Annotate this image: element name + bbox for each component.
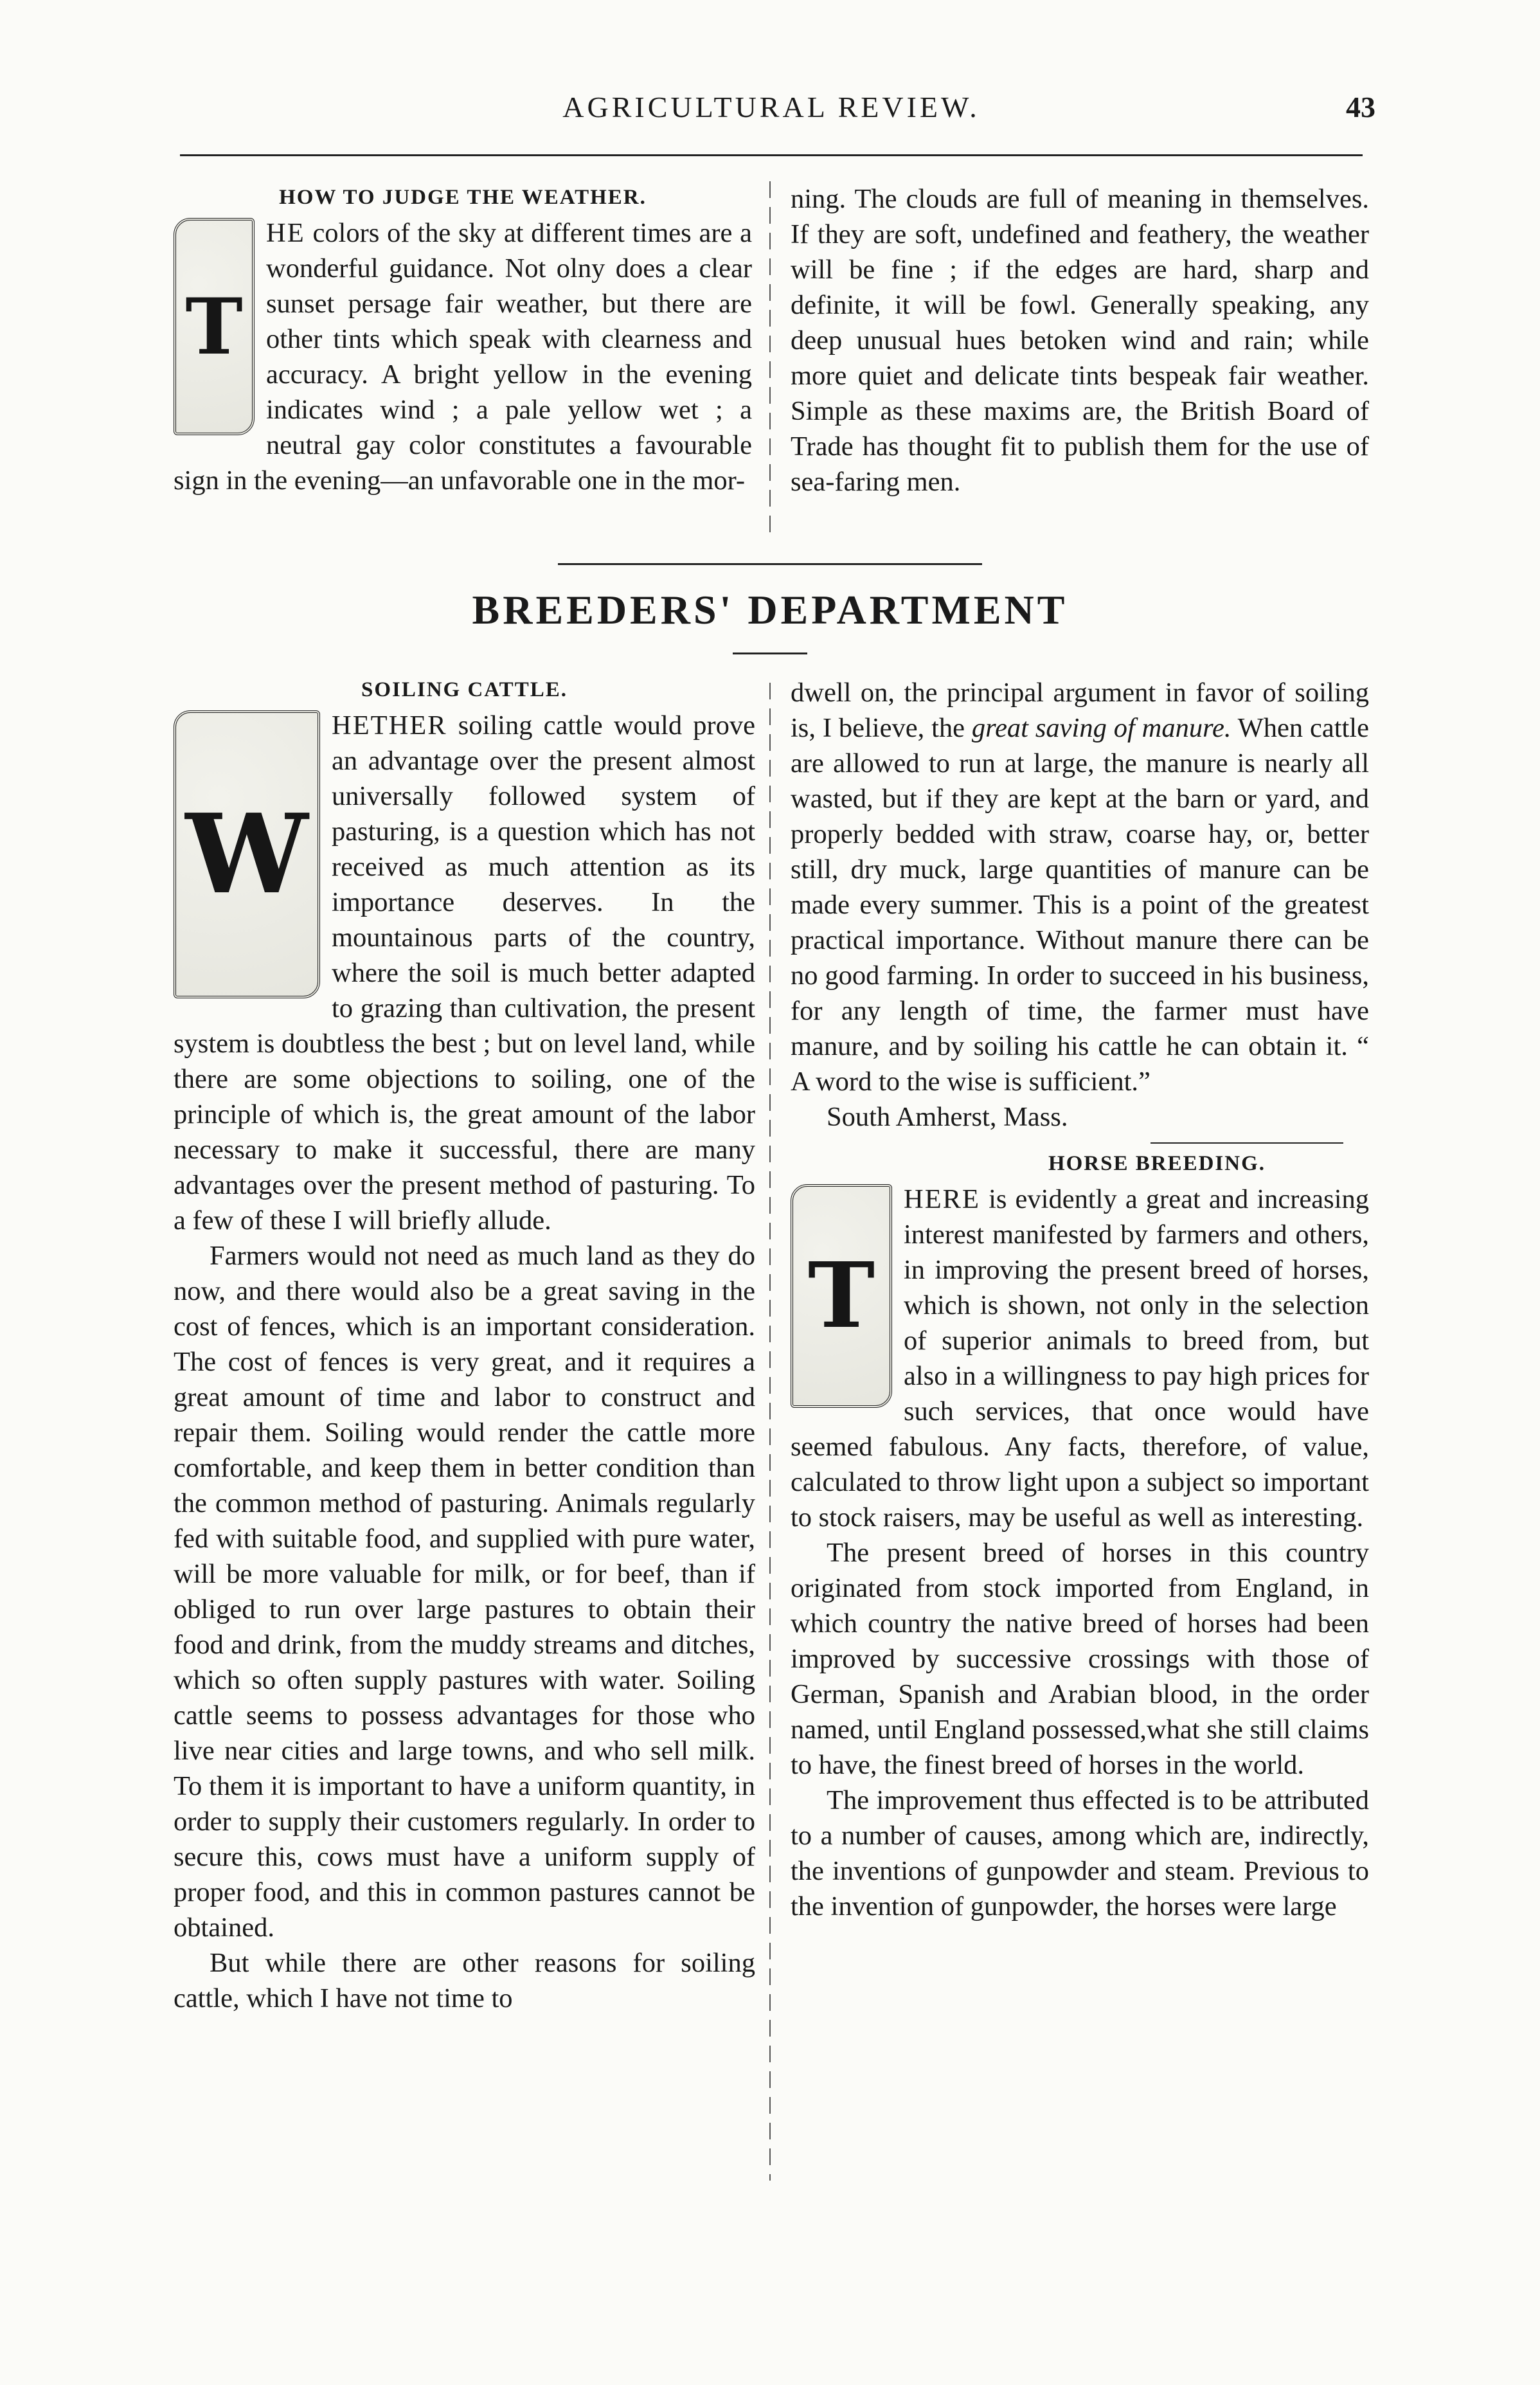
running-head (167, 90, 1375, 129)
running-title: AGRICULTURAL REVIEW. (562, 91, 980, 123)
soiling-continuation-text-a: dwell on, the principal argument in favor of soiling is, I believe, the (791, 678, 1369, 743)
weather-left-column (174, 180, 752, 498)
horse-paragraph-3: The improvement thus effected is to be attributed to a number of causes, among which are, indirectly, the inventions of gunpowder and steam. Previous to the invention of gunpowder, the horses were large (791, 1785, 1369, 1922)
horse-title: HORSE BREEDING. (1048, 1152, 1266, 1175)
soiling-continuation (791, 675, 1369, 1099)
weather-title: HOW TO JUDGE THE WEATHER. (279, 186, 647, 209)
weather-column-divider (769, 181, 771, 541)
department-title: BREEDERS' DEPARTMENT (472, 587, 1068, 633)
horse-paragraph-2: The present breed of horses in this country originated from stock imported from England, in which country the native breed of horses had been improved by successive crossings with those of German, Spanish and Arabian blood, in the order named, until England possessed,what she still claims to have, the finest breed of horses in the world. (791, 1538, 1369, 1780)
page-number: 43 (1346, 91, 1375, 123)
soiling-attribution: South Amherst, Mass. (827, 1102, 1068, 1132)
soiling-continuation-emphasis: great saving of manure. (971, 713, 1231, 743)
header-rule (180, 154, 1363, 156)
weather-right-text: ning. The clouds are full of meaning in themselves. If they are soft, undefined and feathery, the weather will be fine ; if the edges are hard, sharp and definite, it will be fowl. Generally speaking, any deep unusual hues betoken wind and rain; while more quiet and delicate tints bespeak fair weather. Simple as these maxims are, the British Board of Trade has thought fit to publish them for the use of sea-faring men. (791, 184, 1369, 497)
department-rule (733, 652, 807, 654)
soiling-drop-cap-rest: HETHER (332, 710, 447, 741)
soiling-continuation-text-b: When cattle are allowed to run at large, the manure is nearly all wasted, but if they are kept at the barn or yard, and properly bedded with straw, coarse hay, or, better still, dry muck, large quantities of manure can be made every summer. This is a point of the greatest practical importance. Without manure there can be no good farming. In order to succeed in his business, for any length of time, the farmer must have manure, and by soiling his cattle he can obtain it. “ A word to the wise is sufficient.” (791, 713, 1369, 1097)
soiling-left-column (174, 672, 755, 2016)
horse-paragraph-1: is evidently a great and increasing interest manifested by farmers and others, in improving the present breed of horses, which is shown, not only in the selection of superior animals to breed from, but also in a willingness to pay high prices for such services, that once would have seemed fabulous. Any facts, therefore, of value, calculated to throw light upon a subject so important to stock raisers, may be useful as well as interesting. (791, 1184, 1369, 1533)
horse-drop-cap: T (791, 1184, 892, 1408)
lower-column-divider (769, 683, 771, 2181)
weather-left-text: colors of the sky at different times are a wonderful guidance. Not olny does a clear sunset persage fair weather, but there are other tints which speak with clearness and accuracy. A bright yellow in the evening indicates wind ; a pale yellow wet ; a neutral gay color constitutes a favourable sign in the evening—an unfavorable one in the mor- (174, 218, 752, 496)
weather-end-rule (558, 563, 982, 565)
soiling-paragraph-1: soiling cattle would prove an advantage over the present almost universally followed system of pasturing, is a question which has not received as much attention as its importance deserves. In the mountainous parts of the country, where the soil is much better adapted to grazing than cultivation, the present system is doubtless the best ; but on level land, while there are some objections to soiling, one of the principle of which is, the great amount of the labor necessary to make it successful, there are many advantages over the present method of pasturing. To a few of these I will briefly allude. (174, 710, 755, 1236)
horse-drop-cap-rest: HERE (904, 1184, 980, 1214)
soiling-title: SOILING CATTLE. (361, 678, 568, 701)
soiling-paragraph-2: Farmers would not need as much land as they do now, and there would also be a great saving in the cost of fences, which is an important consideration. The cost of fences is very great, and it requires a great amount of time and labor to construct and repair them. Soiling would render the cattle more comfortable, and keep them in better condition than the common method of pasturing. Animals regularly fed with suitable food, and supplied with pure water, will be more valuable for milk, or for beef, than if obliged to run over large pastures to obtain their food and drink, from the muddy streams and ditches, which so often supply pastures with water. Soiling cattle seems to possess advantages for those who live near cities and large towns, and who sell milk. To them it is important to have a uniform quantity, in order to supply their customers regularly. In order to secure this, cows must have a uniform supply of proper food, and this in common pastures cannot be obtained. (174, 1241, 755, 1943)
soiling-paragraph-3: But while there are other reasons for soiling cattle, which I have not time to (174, 1948, 755, 2013)
soiling-drop-cap: W (174, 710, 320, 998)
weather-drop-cap-rest: HE (266, 218, 305, 248)
right-column (791, 675, 1369, 1924)
horse-title-rule (791, 1135, 1369, 1146)
weather-drop-cap: T (174, 218, 255, 435)
weather-right-column (791, 181, 1369, 500)
